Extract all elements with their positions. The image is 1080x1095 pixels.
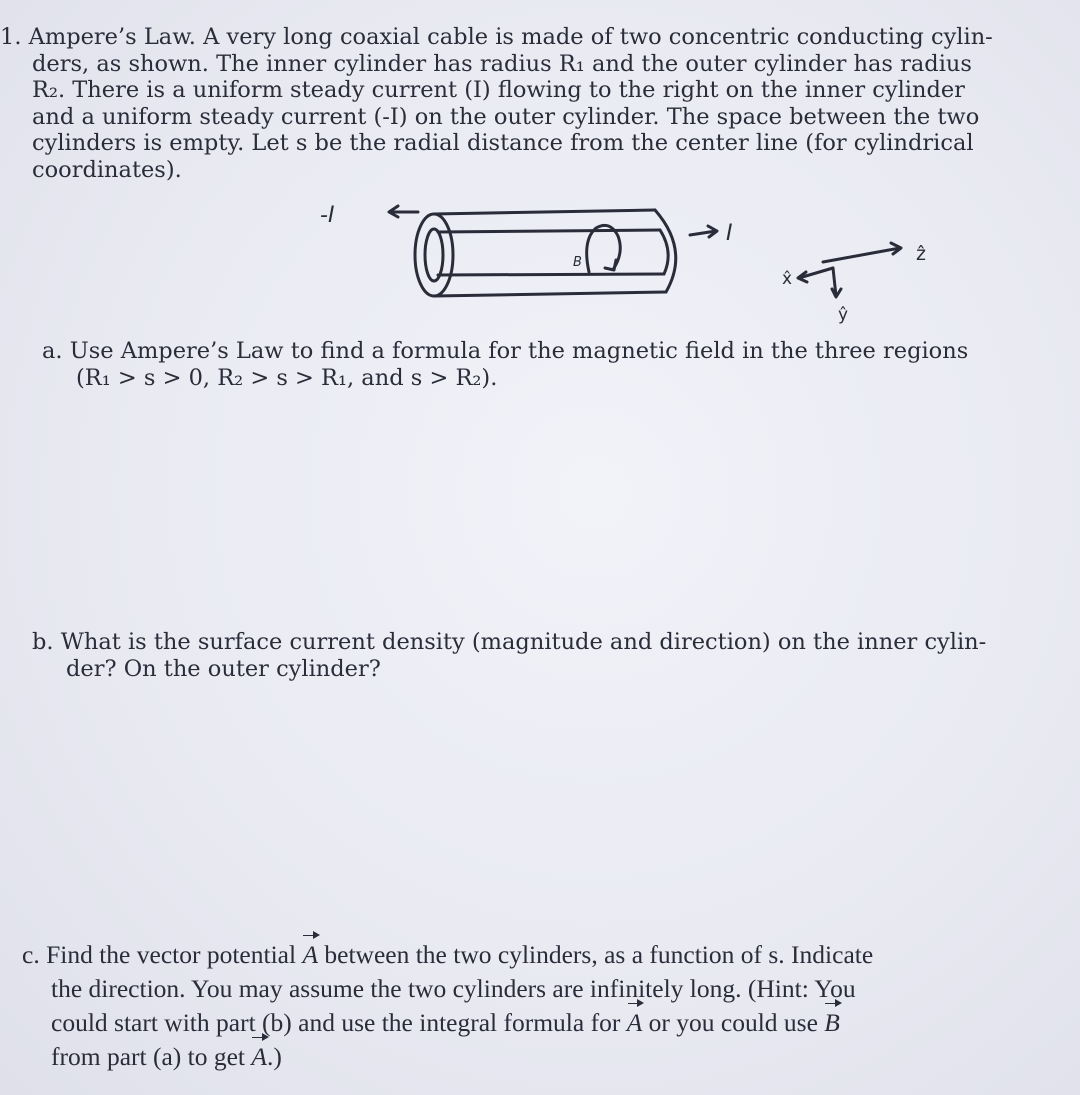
inner-cylinder-bottom: [438, 274, 664, 275]
current-left-label: -I: [320, 203, 335, 228]
vector-a-symbol: A: [251, 1040, 267, 1074]
b-field-label: B: [573, 255, 582, 270]
problem-line-6: coordinates).: [32, 156, 182, 183]
y-axis-label: ŷ: [838, 305, 849, 325]
vector-a-symbol: A: [302, 938, 318, 972]
part-c-line-3: could start with part (b) and use the integral formula for A or you could use B: [22, 1006, 1062, 1040]
part-c-line-1: c. Find the vector potential A between the two cylinders, as a function of s. Indicate: [22, 938, 1062, 972]
coaxial-cable-sketch: [0, 0, 1080, 330]
part-c: [22, 938, 1062, 1074]
problem-line-1: 1. Ampere’s Law. A very long coaxial cable is made of two concentric conducting cylin-: [0, 24, 993, 50]
outer-cylinder-end: [415, 214, 453, 296]
problem-line-2: ders, as shown. The inner cylinder has radius R₁ and the outer cylinder has radius: [32, 50, 972, 77]
part-b-line-1: b. What is the surface current density (magnitude and direction) on the inner cylin-: [32, 629, 987, 655]
outer-cylinder-top: [434, 210, 655, 214]
problem-title: Ampere’s Law.: [28, 24, 196, 50]
part-a-line-1: a. Use Ampere’s Law to find a formula for the magnetic field in the three regions: [42, 338, 969, 364]
vector-b-symbol: B: [824, 1006, 840, 1040]
part-a: [42, 338, 1022, 391]
problem-number: 1.: [0, 24, 22, 50]
part-a-label: a.: [42, 338, 63, 364]
x-axis-label: x̂: [782, 269, 793, 289]
part-c-label: c.: [22, 940, 40, 969]
inner-cylinder-top: [438, 230, 660, 232]
current-right-label: I: [726, 221, 733, 246]
part-b: [32, 629, 1032, 682]
problem-line-5: cylinders is empty. Let s be the radial distance from the center line (for cylindrical: [32, 130, 974, 156]
part-c-line-2: the direction. You may assume the two cylinders are infinitely long. (Hint: You: [51, 974, 856, 1003]
z-axis-arrow-icon: [823, 248, 900, 262]
part-a-line-2: (R₁ > s > 0, R₂ > s > R₁, and s > R₂).: [76, 364, 498, 391]
outer-cylinder-bottom: [434, 292, 666, 296]
part-c-line-4: from part (a) to get A.): [22, 1040, 1062, 1074]
vector-a-symbol: A: [627, 1006, 643, 1040]
z-axis-label: ẑ: [916, 243, 926, 265]
part-b-label: b.: [32, 629, 54, 655]
part-b-line-2: der? On the outer cylinder?: [66, 655, 381, 682]
problem-line-4: and a uniform steady current (-I) on the outer cylinder. The space between the two: [32, 103, 980, 130]
problem-line-3: R₂. There is a uniform steady current (I) flowing to the right on the inner cylinder: [32, 77, 965, 103]
